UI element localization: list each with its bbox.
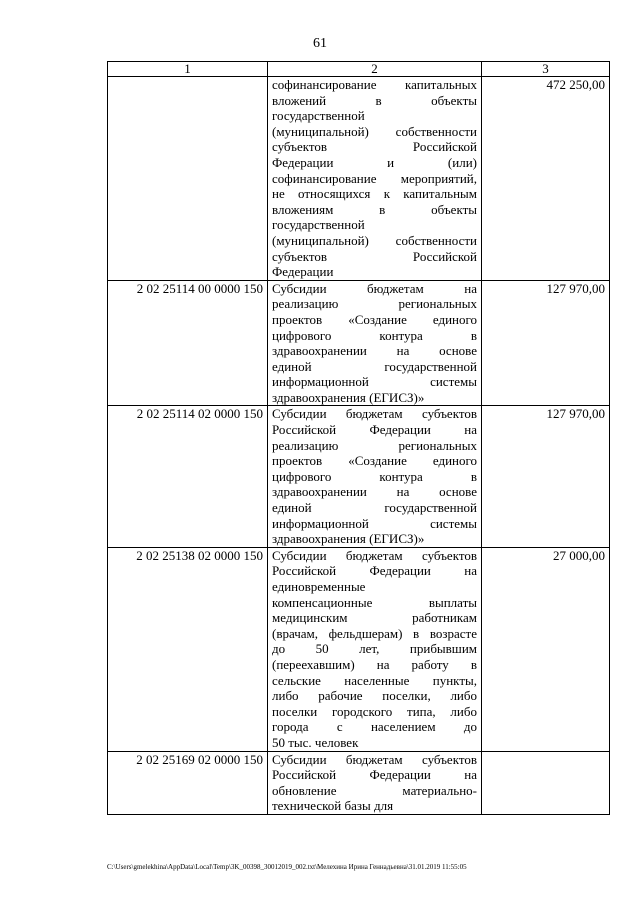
description-line: здравоохранения (ЕГИСЗ)» [272,531,425,547]
description-line: (врачам, фельдшерам) в возрасте [272,625,477,641]
table-row [108,406,610,547]
description-line: города с населением до [272,719,477,735]
description-line: реализацию региональных [272,296,477,312]
description-cell [268,280,482,406]
column-header-amount: 3 [482,62,610,77]
amount-cell: 127 970,00 [482,406,610,547]
description-line: не относящихся к капитальным [272,186,477,202]
budget-code-cell [108,77,268,281]
description-line: Субсидии бюджетам на [272,280,477,296]
description-line: здравоохранении на основе [272,343,477,359]
description-line: государственной [272,217,365,233]
description-line: медицинским работникам [272,610,477,626]
budget-code-cell: 2 02 25138 02 0000 150 [108,547,268,751]
page-number: 61 [313,36,327,51]
table-row [108,547,610,751]
description-line: проектов «Создание единого [272,311,477,327]
description-line: 50 тыс. человек [272,734,359,750]
table-row [108,280,610,406]
description-line: Субсидии бюджетам субъектов [272,406,477,422]
description-line: Федерации и (или) [272,154,477,170]
description-line: единой государственной [272,358,477,374]
description-line: (муниципальной) собственности [272,123,477,139]
description-cell [268,547,482,751]
description-line: информационной системы [272,515,477,531]
description-line: проектов «Создание единого [272,453,477,469]
table-row [108,77,610,281]
description-line: Российской Федерации на [272,563,477,579]
amount-cell [482,751,610,814]
description-line: Федерации [272,264,334,280]
description-line: реализацию региональных [272,437,477,453]
description-line: субъектов Российской [272,139,477,155]
description-line: софинансирование капитальных [272,77,477,92]
description-line: до 50 лет, прибывшим [272,641,477,657]
description-line: Российской Федерации на [272,767,477,783]
table-row [108,751,610,814]
description-line: поселки городского типа, либо [272,703,477,719]
description-line: Субсидии бюджетам субъектов [272,751,477,767]
description-line: здравоохранения (ЕГИСЗ)» [272,389,425,405]
description-line: государственной [272,108,365,124]
description-line: вложений в объекты [272,92,477,108]
description-line: софинансирование мероприятий, [272,170,477,186]
description-line: либо рабочие поселки, либо [272,688,477,704]
amount-cell: 127 970,00 [482,280,610,406]
amount-cell: 472 250,00 [482,77,610,281]
description-line: Российской Федерации на [272,422,477,438]
budget-code-cell: 2 02 25114 00 0000 150 [108,280,268,406]
description-cell [268,406,482,547]
budget-code-cell: 2 02 25114 02 0000 150 [108,406,268,547]
description-line: Субсидии бюджетам субъектов [272,547,477,563]
description-line: обновление материально- [272,782,477,798]
footer-file-path: C:\Users\gmelekhina\AppData\Local\Temp\3K_00398_30012019_002.txt\Мелехина Ирина Геннадьевна\31.01.2019 11:55:05 [107,863,467,871]
description-line: информационной системы [272,374,477,390]
description-cell [268,77,482,281]
description-line: единой государственной [272,500,477,516]
description-line: (муниципальной) собственности [272,232,477,248]
budget-code-cell: 2 02 25169 02 0000 150 [108,751,268,814]
amount-cell: 27 000,00 [482,547,610,751]
column-header-code: 1 [108,62,268,77]
column-header-description: 2 [268,62,482,77]
description-line: здравоохранении на основе [272,484,477,500]
budget-table [107,61,610,815]
description-line: (переехавшим) на работу в [272,656,477,672]
description-line: цифрового контура в [272,327,477,343]
description-line: компенсационные выплаты [272,594,477,610]
description-cell [268,751,482,814]
description-line: цифрового контура в [272,468,477,484]
table-header-row [108,62,610,77]
table-body [108,77,610,815]
description-line: единовременные [272,579,366,594]
description-line: вложениям в объекты [272,201,477,217]
description-line: субъектов Российской [272,248,477,264]
description-line: технической базы для [272,798,394,814]
description-line: сельские населенные пункты, [272,672,477,688]
